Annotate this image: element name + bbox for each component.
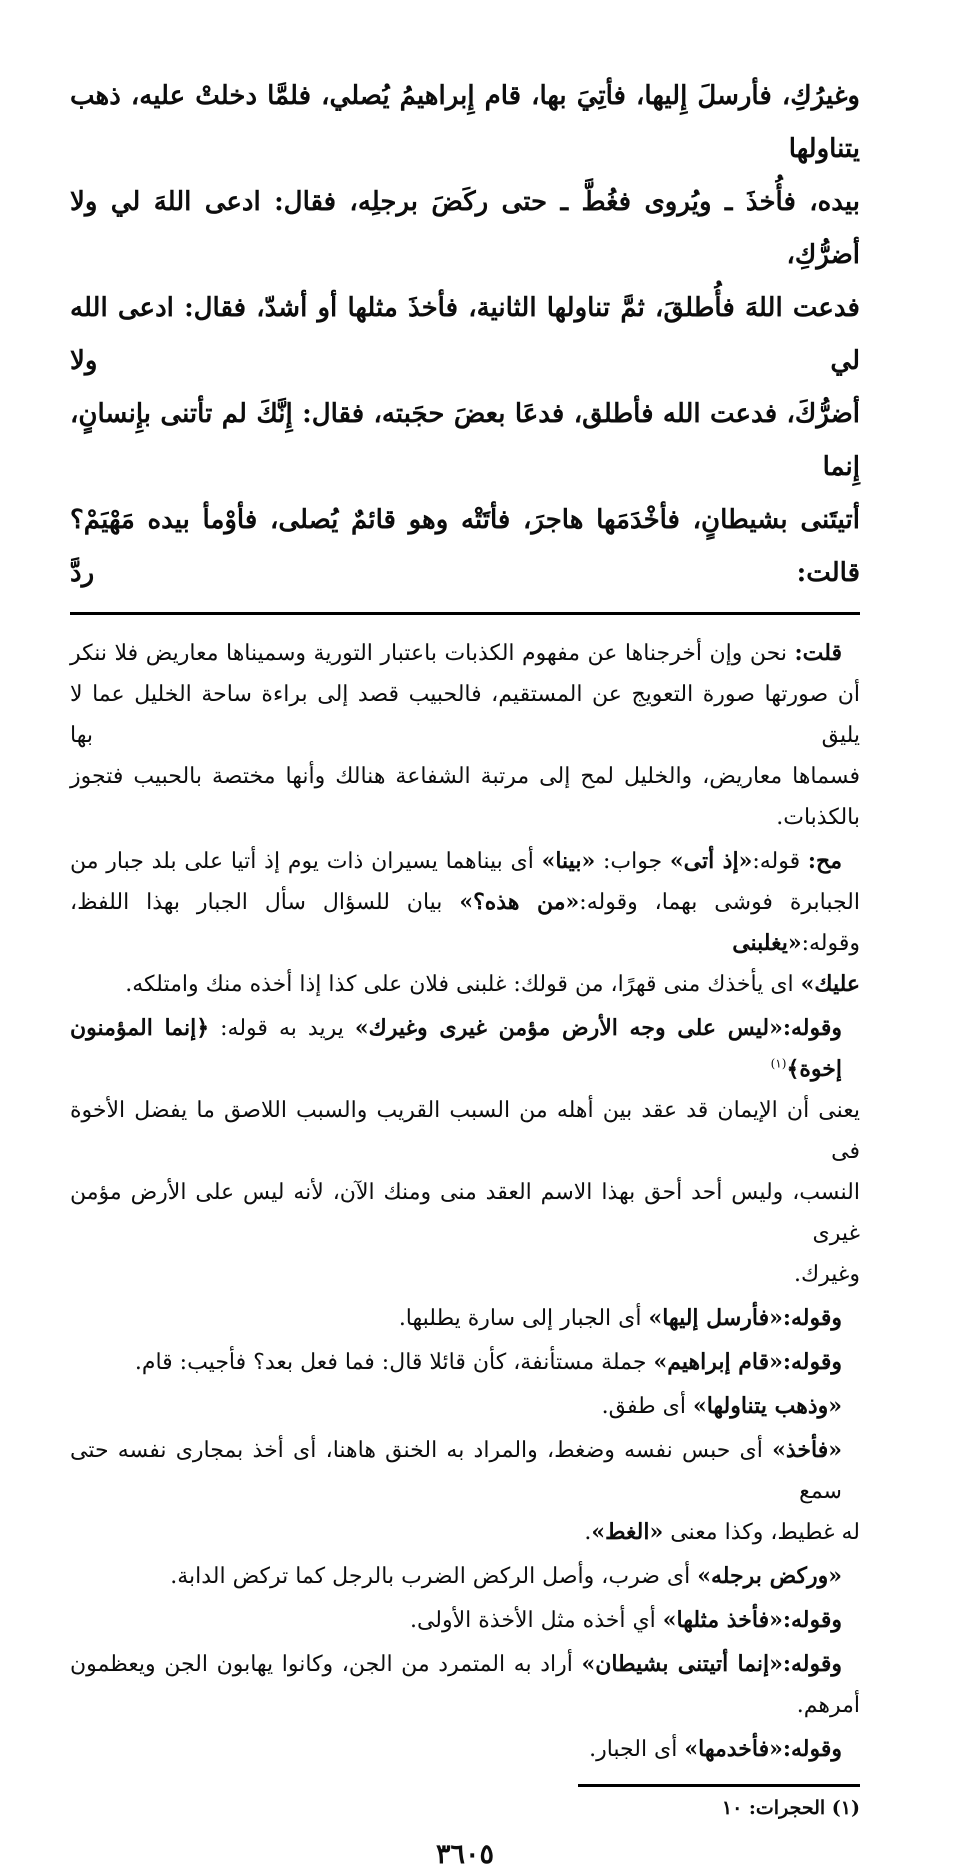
commentary-line: عليك» اى يأخذك منى قهرًا، من قولك: غلبنى فلان على كذا إذا أخذه منك وامتلكه. — [125, 971, 860, 997]
commentary-line: وقوله:«إنما أتيتنى بشيطان» أراد به المتمرد من الجن، وكانوا يهابون الجن ويعظمون — [70, 1651, 842, 1677]
commentary-paragraph — [70, 633, 860, 838]
commentary-line: الجبابرة فوشى بهما، وقوله:«من هذه؟» بيان للسؤال سأل الجبار بهذا اللفظ، وقوله:«يغلبنى — [70, 889, 860, 956]
commentary-paragraph — [70, 1729, 860, 1770]
hadith-line: فدعت اللهَ فأُطلقَ، ثمَّ تناولها الثانية، فأخذَ مثلها أو أشدّ، فقال: ادعى الله لي ولا — [70, 293, 860, 376]
commentary-line: يعنى أن الإيمان قد عقد بين أهله من السبب القريب والسبب اللاصق ما يفضل الأخوة فى — [70, 1098, 860, 1164]
footnote-separator-line — [578, 1784, 860, 1787]
commentary-paragraph — [70, 841, 860, 1005]
section-separator-line — [70, 612, 860, 615]
hadith-line: وغيرُكِ، فأرسلَ إِليها، فأتِيَ بها، قام إِبراهيمُ يُصلي، فلمَّا دخلتْ عليه، ذهب يتناولها — [70, 81, 860, 164]
commentary-line: بالكذبات. — [776, 805, 860, 830]
commentary-line: «وذهب يتناولها» أى طفق. — [601, 1393, 842, 1419]
commentary-line: «وركض برجله» أى ضرب، وأصل الركض الضرب بالرجل كما تركض الدابة. — [170, 1563, 842, 1589]
commentary-line: أن صورتها صورة التعويج عن المستقيم، فالحبيب قصد إلى براءة ساحة الخليل عما لا يليق بها — [70, 682, 860, 748]
page-number: ٣٦٠٥ — [435, 1839, 494, 1870]
hadith-text-block — [70, 70, 860, 600]
commentary-line: وقوله:«فأرسل إليها» أى الجبار إلى سارة يطلبها. — [398, 1305, 842, 1331]
commentary-line: وقوله:«ليس على وجه الأرض مؤمن غيرى وغيرك» يريد به قوله: ﴿إنما المؤمنون إخوة﴾$^{(١)}$ — [70, 1015, 842, 1082]
commentary-paragraph — [70, 1008, 860, 1295]
commentary-line: له غطيط، وكذا معنى «الغط». — [584, 1519, 860, 1545]
hadith-line: أضرُّكَ، فدعت الله فأطلق، فدعَا بعضَ حجَبته، فقال: إِنَّكَ لم تأتنى بإِنسانٍ، إِنما — [70, 399, 860, 482]
commentary-line: النسب، وليس أحد أحق بهذا الاسم العقد منى ومنك الآن، لأنه ليس على الأرض مؤمن غيرى — [70, 1180, 860, 1246]
commentary-paragraph — [70, 1430, 860, 1553]
commentary-paragraph — [70, 1644, 860, 1726]
hadith-line: بيده، فأُخذَ ـ ويُروى فغُطَّ ـ حتى ركَضَ برجلِه، فقال: ادعى اللهَ لي ولا أضرُّكِ، — [70, 187, 860, 270]
commentary-line: مح: قوله:«إذ أتى» جواب: «بينا» أى بيناهما يسيران ذات يوم إذ أتيا على بلد جبار من — [70, 848, 842, 874]
commentary-line: أمرهم. — [796, 1693, 860, 1718]
commentary-paragraph — [70, 1556, 860, 1597]
commentary-line: وقوله:«فأخذ مثلها» أي أخذه مثل الأخذة الأولى. — [409, 1607, 842, 1633]
commentary-paragraph — [70, 1386, 860, 1427]
commentary-paragraph — [70, 1298, 860, 1339]
commentary-line: وغيرك. — [793, 1262, 860, 1287]
commentary-line: قلت: نحن وإن أخرجناها عن مفهوم الكذبات باعتبار التورية وسميناها معاريض فلا ننكر — [70, 640, 842, 666]
commentary-block — [70, 633, 860, 1770]
footnote-text: (١) الحجرات: ١٠ — [721, 1797, 860, 1819]
commentary-paragraph — [70, 1600, 860, 1641]
commentary-line: «فأخذ» أى حبس نفسه وضغط، والمراد به الخنق هاهنا، أى أخذ بمجارى نفسه حتى سمع — [70, 1437, 842, 1504]
hadith-line: أتيتَنى بشيطانٍ، فأخْدَمَها هاجرَ، فأتَتْه وهو قائمٌ يُصلى، فأوْمأ بيده مَهْيَمْ؟ قالت: ردَّ — [70, 505, 860, 588]
commentary-paragraph — [70, 1342, 860, 1383]
commentary-line: فسماها معاريض، والخليل لمح إلى مرتبة الشفاعة هنالك وأنها مختصة بالحبيب فتجوز — [70, 764, 860, 789]
commentary-line: وقوله:«فأخدمها» أى الجبار. — [589, 1736, 842, 1762]
commentary-line: وقوله:«قام إبراهيم» جملة مستأنفة، كأن قائلا قال: فما فعل بعد؟ فأجيب: قام. — [134, 1349, 842, 1375]
